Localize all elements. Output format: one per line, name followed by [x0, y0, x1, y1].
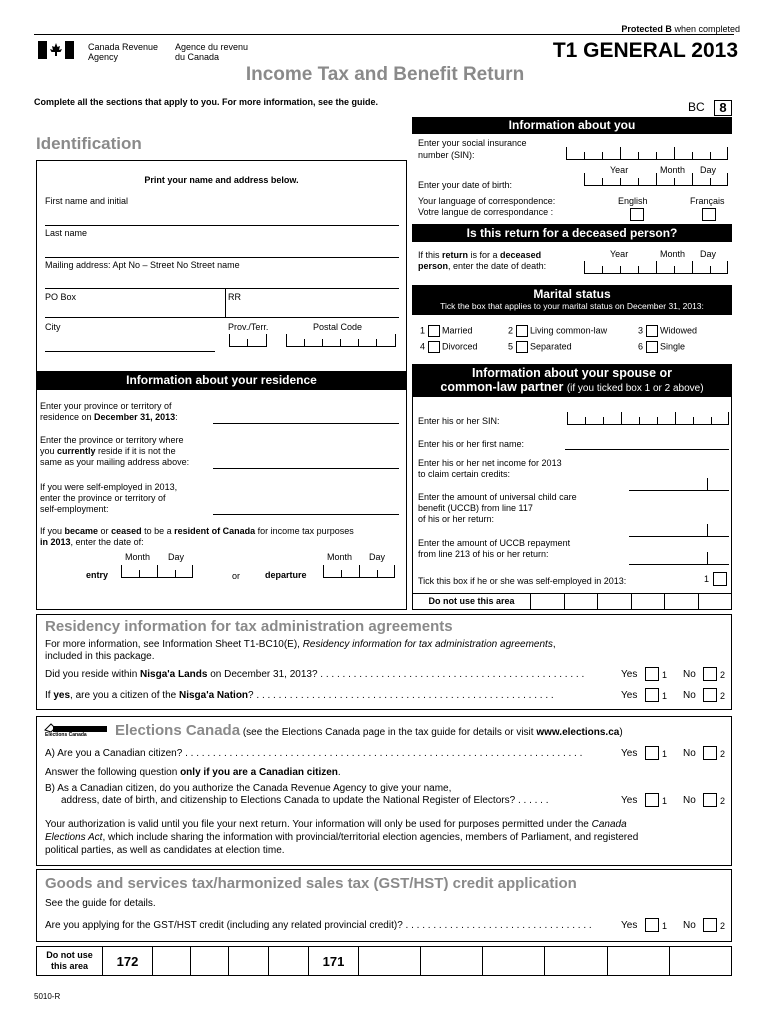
uccb-line-3: of his or her return: — [418, 514, 495, 524]
spouse-uccb-label — [418, 492, 577, 525]
ceased-word: ceased — [111, 526, 142, 536]
language-label-fr: Votre langue de correspondance : — [418, 207, 554, 217]
dob-day-label: Day — [700, 165, 717, 175]
current-prov-label — [40, 435, 189, 468]
mailing-address-field[interactable] — [45, 288, 399, 289]
spouse-heading-box — [412, 364, 732, 396]
citizen-no-num: 2 — [720, 749, 726, 759]
current-prov-line-1: Enter the province or territory where — [40, 435, 184, 445]
protected-label: Protected B — [621, 24, 672, 34]
spouse-area-cell — [665, 594, 699, 610]
became-purposes: for income tax purposes — [255, 526, 354, 536]
language-label — [418, 196, 555, 218]
residency-text-title: Residency information for tax administration agreements — [302, 639, 553, 650]
footer-cell — [545, 947, 607, 976]
spouse-do-not-use-label: Do not use this area — [413, 594, 531, 610]
marital-option-divorced[interactable] — [420, 341, 478, 353]
current-prov-currently: currently — [57, 446, 96, 456]
spouse-sin-label: Enter his or her SIN: — [418, 416, 500, 426]
nisgaa-nation-no-checkbox[interactable] — [703, 688, 717, 702]
current-prov-you: you — [40, 446, 58, 456]
married-label: Married — [442, 325, 473, 336]
divorced-num: 4 — [420, 341, 426, 352]
current-prov-field[interactable] — [213, 468, 399, 469]
identification-heading: Identification — [36, 134, 142, 153]
nisgaa-lands-no-checkbox[interactable] — [703, 667, 717, 681]
nisgaa-q1-a: Did you reside within — [45, 669, 141, 680]
nisgaa-nation-yes-checkbox[interactable] — [645, 688, 659, 702]
elections-heading: Elections Canada — [115, 722, 241, 739]
marital-heading: Marital status — [533, 287, 611, 301]
current-prov-rest: reside if it is not the — [95, 446, 176, 456]
nisgaa-lands-no-num: 2 — [720, 670, 726, 680]
gst-no-num: 2 — [720, 921, 726, 931]
citizen-answer-note — [45, 767, 341, 779]
form-number: 5010-R — [34, 992, 61, 1001]
uccb-line-1: Enter the amount of universal child care — [418, 492, 577, 502]
nisgaa-nation-no-num: 2 — [720, 691, 726, 701]
spouse-box — [412, 396, 732, 610]
self-emp-line-3: self-employment: — [40, 504, 109, 514]
residency-text-2: included in this package. — [45, 651, 155, 662]
nisgaa-q1-c: on December 31, 2013? — [207, 669, 318, 680]
answer-note-c: . — [337, 767, 341, 778]
elections-heading-close: ) — [619, 727, 623, 738]
nisgaa-lands: Nisga'a Lands — [140, 669, 208, 680]
marital-option-separated[interactable] — [508, 341, 572, 353]
deceased-person: person — [418, 261, 449, 271]
auth-note-1a: Your authorization is valid until you file your next return. Your information will only be used for purposes permitted under the — [45, 819, 592, 830]
widowed-label: Widowed — [660, 325, 698, 336]
nisgaa-lands-yes-num: 1 — [662, 670, 668, 680]
code-171: 171 — [309, 947, 359, 976]
sin-label — [418, 137, 527, 161]
nisgaa-nation: Nisga'a Nation — [178, 690, 249, 701]
departure-month-label: Month — [327, 552, 353, 562]
residency-text-1: For more information, see Information Sheet T1-BC10(E), — [45, 639, 303, 650]
common-law-label: Living common-law — [530, 325, 608, 336]
gst-no-label: No — [683, 920, 696, 931]
agency-en-line-2: Agency — [88, 52, 119, 62]
spouse-heading-line-1: Information about your spouse or — [471, 366, 672, 380]
instructions: Complete all the sections that apply to you. For more information, see the guide. — [34, 97, 379, 107]
nisgaa-q2-a: If — [45, 690, 54, 701]
marital-option-single[interactable] — [638, 341, 685, 353]
dob-year-label: Year — [610, 165, 629, 175]
form-subtitle: Income Tax and Benefit Return — [245, 64, 525, 85]
widowed-num: 3 — [638, 325, 644, 336]
form-title: T1 GENERAL 2013 — [552, 39, 738, 62]
separated-checkbox[interactable] — [516, 341, 528, 353]
nisgaa-lands-yes — [621, 669, 637, 681]
citizen-no-checkbox[interactable] — [703, 746, 717, 760]
prov-dec31-field[interactable] — [213, 423, 399, 424]
prov-dec31-line-1: Enter your province or territory of — [40, 401, 172, 411]
authorize-no-label: No — [683, 795, 696, 806]
elections-website: www.elections.ca — [536, 727, 620, 738]
footer-cell — [607, 947, 669, 976]
deceased-enter-date: , enter the date of death: — [448, 261, 547, 271]
nisgaa-q2-c: , are you a citizen of the — [70, 690, 179, 701]
last-name-label: Last name — [45, 228, 88, 238]
departure-label: departure — [265, 570, 307, 580]
deceased-return: return — [442, 250, 469, 260]
citizen-question-text: A) Are you a Canadian citizen? — [45, 748, 183, 759]
po-rr-divider — [225, 288, 226, 318]
marital-option-widowed[interactable] — [638, 325, 697, 337]
authorize-question: B) As a Canadian citizen, do you authorize the Canada Revenue Agency to give your name, address, date of birth, and citizenship to Elections Canada to update the National Register of Electors? . . . . . . — [45, 783, 549, 806]
residency-agreements-text — [45, 639, 556, 663]
common-law-num: 2 — [508, 325, 514, 336]
province-num: 8 — [714, 100, 732, 116]
became-or: or — [98, 526, 112, 536]
protected-suffix: when completed — [674, 24, 740, 34]
citizen-question: A) Are you a Canadian citizen? . . . . . . . . . . . . . . . . . . . . . . . . . . . . . . . . . . . . . . . . . . . . . . . . . . . . . . . . . . . . . . . . . . . . . . . . — [45, 748, 583, 759]
nisgaa-q2-yes: yes — [53, 690, 71, 701]
gst-yes-num: 1 — [662, 921, 668, 931]
authorize-no-checkbox[interactable] — [703, 793, 717, 807]
departure-date-field[interactable] — [323, 570, 395, 578]
marital-option-common-law[interactable] — [508, 325, 607, 337]
authorize-yes-label: Yes — [621, 795, 638, 806]
spouse-self-employed-checkbox[interactable] — [713, 572, 727, 586]
gst-hst-box — [36, 869, 732, 942]
francais-checkbox[interactable] — [702, 208, 716, 221]
footer-dnu-line-1: Do not use — [46, 950, 93, 960]
became-if-you: If you — [40, 526, 65, 536]
footer-cell — [191, 947, 229, 976]
deceased-heading: Is this return for a deceased person? — [412, 224, 732, 242]
spouse-first-name-label: Enter his or her first name: — [418, 439, 525, 449]
auth-note-2a: Elections Act — [45, 832, 103, 843]
last-name-field[interactable] — [45, 257, 399, 258]
marital-options — [420, 325, 732, 361]
entry-day-label: Day — [168, 552, 185, 562]
prov-dec31-colon: : — [175, 412, 178, 422]
spouse-area-cell — [698, 594, 732, 610]
footer-cell — [669, 947, 731, 976]
current-prov-line-3: same as your mailing address above: — [40, 457, 190, 467]
authorize-line-2: address, date of birth, and citizenship to Elections Canada to update the National Register of Electors? — [61, 795, 516, 806]
city-label: City — [45, 322, 61, 332]
resident-of-canada: resident of Canada — [174, 526, 256, 536]
spouse-area-cell — [531, 594, 565, 610]
single-num: 6 — [638, 341, 644, 352]
citizen-yes-num: 1 — [662, 749, 668, 759]
citizen-yes-label: Yes — [621, 748, 638, 759]
residency-text-comma: , — [552, 639, 556, 650]
became-word: became — [64, 526, 99, 536]
became-resident-label — [40, 526, 405, 548]
rr-label: RR — [228, 292, 241, 302]
spouse-self-employed-label: Tick this box if he or she was self-employed in 2013: — [418, 576, 627, 586]
elections-canada-logo — [43, 722, 109, 738]
dob-label: Enter your date of birth: — [418, 180, 513, 190]
became-in-2013: in 2013 — [40, 537, 71, 547]
spouse-first-name-field[interactable] — [565, 449, 729, 450]
married-num: 1 — [420, 325, 426, 336]
authorize-yes-num: 1 — [662, 796, 668, 806]
or-label: or — [232, 571, 241, 581]
first-name-label: First name and initial — [45, 196, 129, 206]
agency-fr-line-2: du Canada — [175, 52, 220, 62]
footer-cell — [229, 947, 269, 976]
sin-field[interactable] — [566, 152, 728, 160]
dob-field[interactable] — [584, 178, 728, 186]
spouse-net-income-label — [418, 458, 562, 480]
deceased-word: deceased — [500, 250, 542, 260]
code-172: 172 — [103, 947, 153, 976]
departure-day-label: Day — [369, 552, 386, 562]
self-emp-line-2: enter the province or territory of — [40, 493, 166, 503]
common-law-checkbox[interactable] — [516, 325, 528, 337]
citizen-no-label: No — [683, 748, 696, 759]
gst-yes-checkbox[interactable] — [645, 918, 659, 932]
nisgaa-nation-no-label: No — [683, 690, 696, 701]
answer-note-b: only if you are a Canadian citizen — [180, 767, 338, 778]
t1-form-page — [28, 18, 742, 1003]
about-you-heading: Information about you — [412, 117, 732, 134]
spouse-uccb-repay-field[interactable] — [629, 557, 729, 565]
marital-option-married[interactable] — [420, 325, 473, 337]
agency-fr-line-1: Agence du revenu — [175, 42, 249, 52]
became-enter-date: , enter the date of: — [70, 537, 144, 547]
spouse-self-employed-num: 1 — [704, 574, 710, 584]
citizen-yes-checkbox[interactable] — [645, 746, 659, 760]
spouse-uccb-field[interactable] — [629, 529, 729, 537]
gst-yes-label: Yes — [621, 920, 638, 931]
death-day-label: Day — [700, 249, 717, 259]
first-name-field[interactable] — [45, 225, 399, 226]
sin-label-line-1: Enter your social insurance — [418, 138, 527, 148]
postal-code-label: Postal Code — [313, 322, 363, 332]
nisgaa-nation-yes-num: 1 — [662, 691, 668, 701]
residency-agreements-box — [36, 614, 732, 710]
spouse-heading-suffix: (if you ticked box 1 or 2 above) — [566, 383, 704, 394]
uccb-repay-line-2: from line 213 of his or her return: — [418, 549, 549, 559]
elections-heading-line — [115, 722, 623, 740]
agency-name-fr — [175, 42, 248, 62]
postal-code-field[interactable] — [286, 339, 396, 347]
spouse-net-income-field[interactable] — [629, 483, 729, 491]
separated-num: 5 — [508, 341, 514, 352]
footer-cell — [153, 947, 191, 976]
city-field[interactable] — [45, 351, 215, 352]
province-code: BC — [688, 100, 705, 114]
mailing-address-label: Mailing address: Apt No – Street No Street name — [45, 260, 240, 270]
net-income-line-2: to claim certain credits: — [418, 469, 511, 479]
footer-cell — [359, 947, 421, 976]
identification-box — [36, 160, 407, 378]
separated-label: Separated — [530, 341, 572, 352]
residence-heading: Information about your residence — [36, 371, 407, 389]
entry-label: entry — [86, 570, 109, 580]
entry-date-field[interactable] — [121, 570, 193, 578]
auth-note-1b: Canada — [591, 819, 627, 830]
marital-heading-box — [412, 285, 732, 315]
gst-question-text: Are you applying for the GST/HST credit (including any related provincial credit)? — [45, 920, 403, 931]
uccb-line-2: benefit (UCCB) from line 117 — [418, 503, 533, 513]
nisgaa-nation-question: If yes, are you a citizen of the Nisga'a Nation? . . . . . . . . . . . . . . . . . . . . . . . . . . . . . . . . . . . . . . . . . . . . . . . . . . . . . . — [45, 690, 554, 701]
divorced-label: Divorced — [442, 341, 478, 352]
single-label: Single — [660, 341, 686, 352]
spouse-heading-line-2: common-law partner — [440, 380, 564, 394]
residence-box — [36, 389, 407, 610]
sin-label-line-2: number (SIN): — [418, 150, 475, 160]
header-rule — [34, 34, 734, 35]
agency-name-en — [88, 42, 158, 62]
widowed-checkbox[interactable] — [646, 325, 658, 337]
residency-agreements-heading: Residency information for tax administration agreements — [45, 618, 453, 635]
elections-heading-suffix: (see the Elections Canada page in the tax guide for details or visit — [240, 727, 537, 738]
death-month-label: Month — [660, 249, 686, 259]
authorize-yes-checkbox[interactable] — [645, 793, 659, 807]
self-emp-line-1: If you were self-employed in 2013, — [40, 482, 178, 492]
single-checkbox[interactable] — [646, 341, 658, 353]
net-income-line-1: Enter his or her net income for 2013 — [418, 458, 562, 468]
became-to-be: to be a — [141, 526, 175, 536]
deceased-is-for: is for a — [468, 250, 501, 260]
self-emp-prov-field[interactable] — [213, 514, 399, 515]
language-label-en: Your language of correspondence: — [418, 196, 556, 206]
francais-label: Français — [690, 196, 725, 206]
footer-cell — [269, 947, 309, 976]
english-checkbox[interactable] — [630, 208, 644, 221]
entry-month-label: Month — [125, 552, 151, 562]
elections-canada-box — [36, 716, 732, 866]
po-box-label: PO Box — [45, 292, 77, 302]
self-emp-prov-label — [40, 482, 177, 515]
dob-month-label: Month — [660, 165, 686, 175]
uccb-repay-line-1: Enter the amount of UCCB repayment — [418, 538, 571, 548]
spouse-uccb-repay-label — [418, 538, 570, 560]
footer-cell — [421, 947, 483, 976]
elections-logo-text: Elections Canada — [45, 732, 87, 738]
authorization-note — [45, 818, 729, 857]
footer-do-not-use-label — [37, 947, 103, 976]
spouse-do-not-use-area — [412, 593, 732, 610]
spouse-area-cell — [631, 594, 665, 610]
footer-cell — [483, 947, 545, 976]
divorced-checkbox[interactable] — [428, 341, 440, 353]
authorize-line-1: B) As a Canadian citizen, do you authorize the Canada Revenue Agency to give your name, — [45, 783, 452, 794]
married-checkbox[interactable] — [428, 325, 440, 337]
auth-note-3: political parties, as well as candidates at election time. — [45, 845, 285, 856]
prov-label: Prov./Terr. — [228, 322, 269, 332]
prov-dec31-label — [40, 401, 178, 423]
deceased-if-this: If this — [418, 250, 443, 260]
nisgaa-q2-e: ? — [248, 690, 254, 701]
marital-instruction: Tick the box that applies to your marital status on December 31, 2013: — [440, 301, 704, 311]
death-year-label: Year — [610, 249, 629, 259]
footer-dnu-line-2: this area — [50, 961, 89, 971]
prov-dec31-date: December 31, 2013 — [94, 412, 176, 422]
footer-do-not-use-area — [36, 946, 732, 976]
gst-see-guide: See the guide for details. — [45, 898, 156, 909]
gst-no-checkbox[interactable] — [703, 918, 717, 932]
deceased-text — [418, 250, 546, 272]
spouse-area-cell — [598, 594, 632, 610]
authorize-no-num: 2 — [720, 796, 726, 806]
spouse-area-cell — [564, 594, 598, 610]
canada-flag-icon — [38, 41, 74, 59]
nisgaa-lands-yes-checkbox[interactable] — [645, 667, 659, 681]
english-label: English — [618, 196, 648, 206]
nisgaa-lands-question: Did you reside within Nisga'a Lands on December 31, 2013? . . . . . . . . . . . . . . . . . . . . . . . . . . . . . . . . . . . . . . . . . . . . . . . . — [45, 669, 585, 680]
spouse-sin-field[interactable] — [567, 417, 729, 425]
po-box-field[interactable] — [45, 317, 399, 318]
gst-question: Are you applying for the GST/HST credit (including any related provincial credit)? . . . . . . . . . . . . . . . . . . . . . . . . . . . . . . . . . . — [45, 920, 592, 931]
nisgaa-lands-no-label: No — [683, 669, 696, 680]
auth-note-2b: , which include sharing the information with provincial/territorial election agencies, members of Parliament, and registered — [102, 832, 639, 843]
agency-en-line-1: Canada Revenue — [88, 42, 159, 52]
prov-dec31-text: residence on — [40, 412, 95, 422]
prov-field[interactable] — [229, 339, 267, 347]
nisgaa-lands-yes-label: Yes — [621, 669, 638, 680]
print-label: Print your name and address below. — [144, 175, 299, 185]
nisgaa-nation-yes-label: Yes — [621, 690, 638, 701]
death-date-field[interactable] — [584, 266, 728, 274]
answer-note-a: Answer the following question — [45, 767, 181, 778]
gst-hst-heading: Goods and services tax/harmonized sales tax (GST/HST) credit application — [45, 875, 577, 892]
